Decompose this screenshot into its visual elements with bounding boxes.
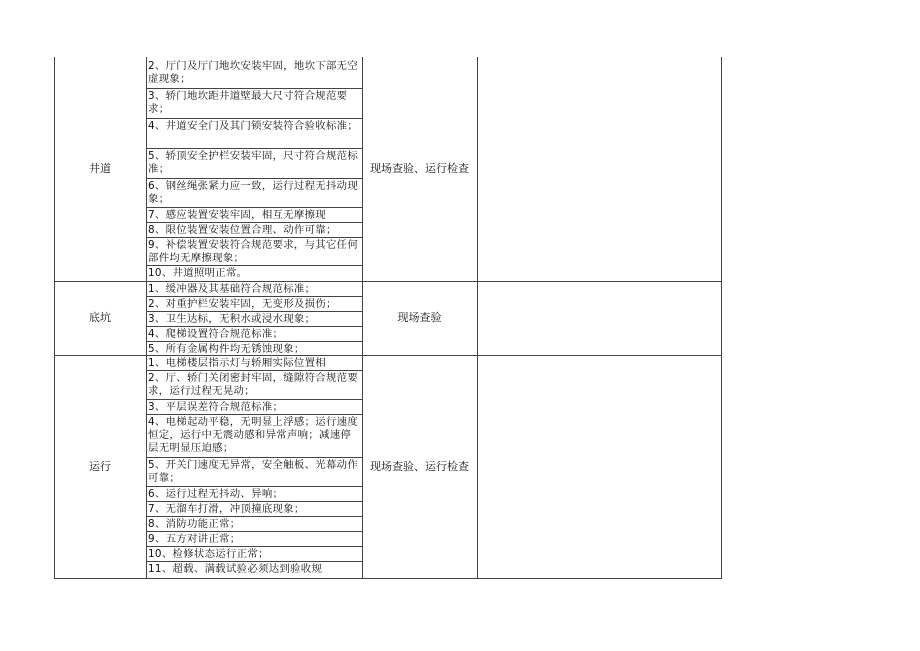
inspection-item: 6、运行过程无抖动、异响； bbox=[146, 487, 362, 502]
inspection-item: 4、爬梯设置符合规范标准； bbox=[146, 327, 362, 342]
inspection-item: 11、超载、满载试验必须达到验收规 bbox=[148, 563, 323, 575]
check-method-operation: 现场查验、运行检查 bbox=[370, 460, 469, 473]
check-method-shaft: 现场查验、运行检查 bbox=[370, 162, 469, 175]
category-label-operation: 运行 bbox=[89, 460, 111, 473]
inspection-item: 3、卫生达标，无积水或浸水现象； bbox=[146, 312, 362, 327]
check-method-pit: 现场查验 bbox=[397, 311, 442, 324]
category-label-shaft: 井道 bbox=[89, 162, 111, 175]
inspection-item: 6、钢丝绳张紧力应一致，运行过程无抖动现象； bbox=[146, 179, 362, 208]
inspection-item: 8、限位装置安装位置合理、动作可靠； bbox=[146, 223, 362, 238]
inspection-item: 5、所有金属构件均无锈蚀现象； bbox=[148, 343, 305, 355]
inspection-item: 5、轿顶安全护栏安装牢固，尺寸符合规范标准； bbox=[146, 149, 362, 179]
inspection-item: 2、对重护栏安装牢固，无变形及损伤； bbox=[146, 297, 362, 312]
inspection-item: 4、电梯起动平稳，无明显上浮感；运行速度恒定，运行中无震动感和异常声响；减速停层无明显压迫感； bbox=[146, 415, 362, 458]
inspection-item: 2、厅、轿门关闭密封牢固，缝隙符合规范要求，运行过程无晃动； bbox=[146, 371, 362, 400]
inspection-item: 10、检修状态运行正常； bbox=[146, 547, 362, 562]
inspection-item: 1、缓冲器及其基础符合规范标准； bbox=[146, 282, 362, 297]
table-border-bottom bbox=[54, 578, 722, 579]
column-divider-method-right bbox=[477, 57, 478, 579]
table-border-right bbox=[721, 57, 722, 579]
inspection-item: 3、轿门地坎距井道壁最大尺寸符合规范要求； bbox=[146, 89, 362, 119]
category-label-pit: 底坑 bbox=[89, 311, 111, 324]
inspection-item: 10、井道照明正常。 bbox=[148, 267, 248, 279]
inspection-item: 7、感应装置安装牢固，相互无摩擦现 bbox=[146, 208, 362, 223]
inspection-item: 5、开关门速度无异常，安全触板、光幕动作可靠； bbox=[146, 458, 362, 487]
inspection-item: 4、井道安全门及其门锁安装符合验收标准； bbox=[146, 119, 362, 149]
inspection-item: 1、电梯楼层指示灯与轿厢实际位置相 bbox=[146, 356, 362, 371]
inspection-item: 9、五方对讲正常； bbox=[146, 532, 362, 547]
inspection-item: 2、厅门及厅门地坎安装牢固，地坎下部无空虚现象； bbox=[146, 59, 362, 89]
inspection-item: 7、无溜车打滑，冲顶撞底现象； bbox=[146, 502, 362, 517]
inspection-item: 8、消防功能正常； bbox=[146, 517, 362, 532]
inspection-item: 3、平层误差符合规范标准； bbox=[146, 400, 362, 415]
inspection-item: 9、补偿装置安装符合规范要求，与其它任何部件均无摩擦现象； bbox=[146, 238, 362, 266]
